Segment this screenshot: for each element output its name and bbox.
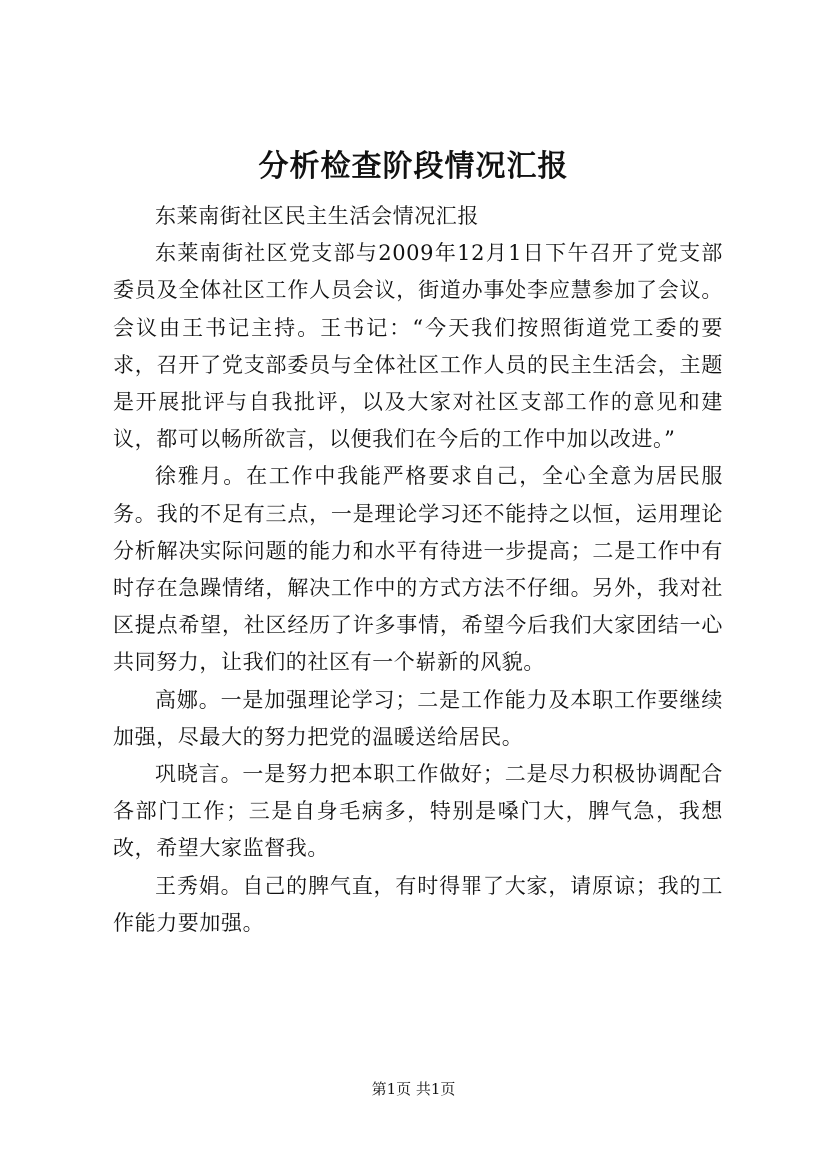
- paragraph-gao-na: 高娜。一是加强理论学习；二是工作能力及本职工作要继续加强，尽最大的努力把党的温暖送给居民。: [113, 687, 723, 749]
- page-number-footer: 第1页 共1页: [371, 1080, 456, 1098]
- paragraph-wang-xiujuan: 王秀娟。自己的脾气直，有时得罪了大家，请原谅；我的工作能力要加强。: [113, 873, 723, 935]
- document-title: 分析检查阶段情况汇报: [258, 149, 569, 184]
- paragraph-subtitle: 东莱南街社区民主生活会情况汇报: [155, 204, 479, 228]
- paragraph-meeting-intro: 东莱南街社区党支部与2009年12月1日下午召开了党支部委员及全体社区工作人员会议，街道办事处李应慧参加了会议。会议由王书记主持。王书记：“今天我们按照街道党工委的要求，召开了党支部委员与全体社区工作人员的民主生活会，主题是开展批评与自我批评，以及大家对社区支部工作的意见和建议，都可以畅所欲言，以便我们在今后的工作中加以改进。”: [113, 241, 723, 452]
- document-body: [113, 198, 723, 942]
- paragraph-gong-xiaoyan: 巩晓言。一是努力把本职工作做好；二是尽力积极协调配合各部门工作；三是自身毛病多，特别是嗓门大，脾气急，我想改，希望大家监督我。: [113, 762, 723, 861]
- paragraph-xu-yayue: 徐雅月。在工作中我能严格要求自己，全心全意为居民服务。我的不足有三点，一是理论学习还不能持之以恒，运用理论分析解决实际问题的能力和水平有待进一步提高；二是工作中有时存在急躁情绪，解决工作中的方式方法不仔细。另外，我对社区提点希望，社区经历了许多事情，希望今后我们大家团结一心共同努力，让我们的社区有一个崭新的风貌。: [113, 464, 723, 675]
